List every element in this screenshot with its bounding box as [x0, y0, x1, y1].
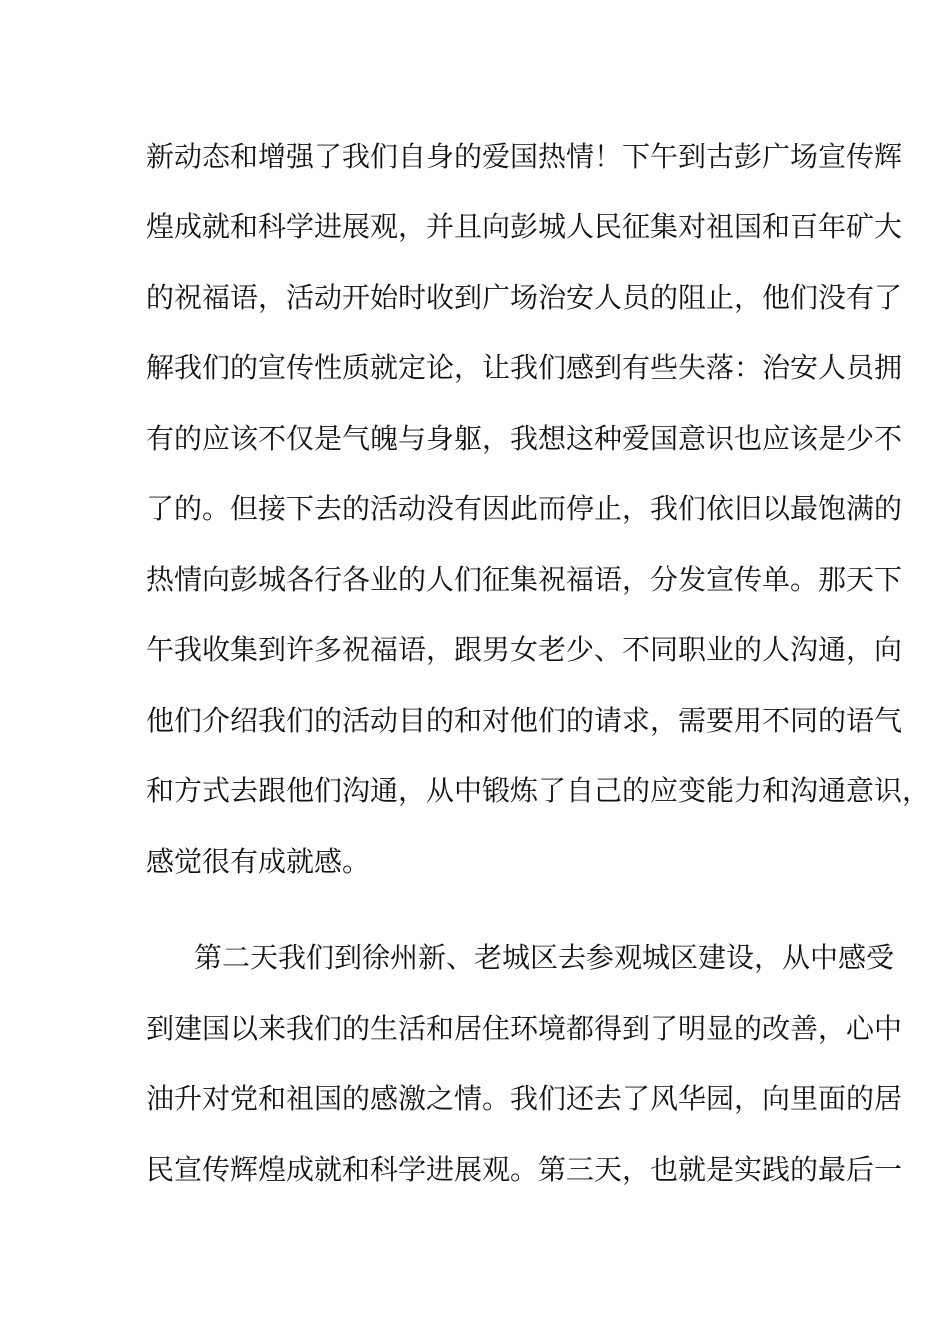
text-line-14: 油升对党和祖国的感激之情。我们还去了风华园，向里面的居: [146, 1082, 903, 1115]
text-line-1: 新动态和增强了我们自身的爱国热情！下午到古彭广场宣传辉: [146, 140, 903, 173]
text-line-11: 感觉很有成就感。: [146, 845, 371, 878]
text-line-9: 他们介绍我们的活动目的和对他们的请求，需要用不同的语气: [146, 704, 903, 737]
text-line-4: 解我们的宣传性质就定论，让我们感到有些失落：治安人员拥: [146, 351, 903, 384]
text-line-13: 到建国以来我们的生活和居住环境都得到了明显的改善，心中: [146, 1012, 903, 1045]
text-line-10: 和方式去跟他们沟通，从中锻炼了自己的应变能力和沟通意识，: [146, 774, 931, 807]
text-line-5: 有的应该不仅是气魄与身躯，我想这种爱国意识也应该是少不: [146, 422, 903, 455]
text-line-6: 了的。但接下去的活动没有因此而停止，我们依旧以最饱满的: [146, 492, 903, 525]
text-line-15: 民宣传辉煌成就和科学进展观。第三天，也就是实践的最后一: [146, 1153, 903, 1186]
text-line-8: 午我收集到许多祝福语，跟男女老少、不同职业的人沟通，向: [146, 633, 903, 666]
text-line-3: 的祝福语，活动开始时收到广场治安人员的阻止，他们没有了: [146, 281, 903, 314]
text-line-2: 煌成就和科学进展观，并且向彭城人民征集对祖国和百年矿大: [146, 210, 903, 243]
text-line-12: 第二天我们到徐州新、老城区去参观城区建设，从中感受: [194, 941, 895, 974]
text-line-7: 热情向彭城各行各业的人们征集祝福语，分发宣传单。那天下: [146, 563, 903, 596]
